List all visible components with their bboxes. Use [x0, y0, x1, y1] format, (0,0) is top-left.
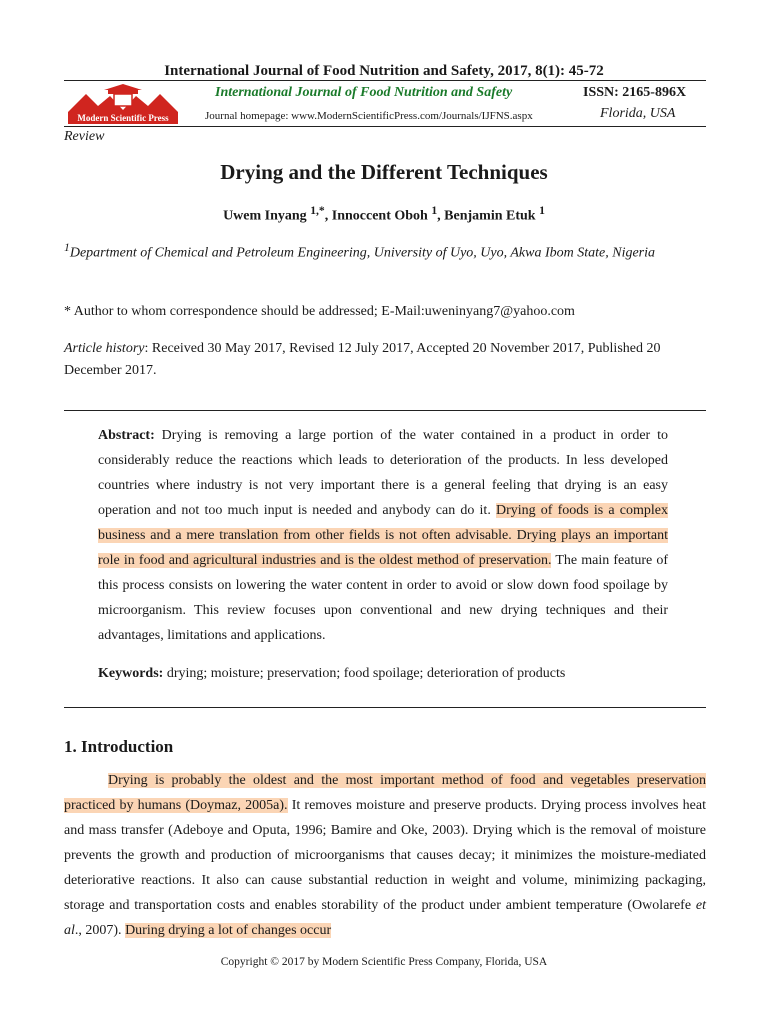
article-title: Drying and the Different Techniques: [220, 160, 548, 184]
journal-citation: International Journal of Food Nutrition and Safety, 2017, 8(1): 45-72: [164, 63, 604, 79]
header-rule-bottom: [64, 126, 706, 127]
introduction-paragraph: [64, 768, 706, 943]
copyright-footer: Copyright © 2017 by Modern Scientific Press Company, Florida, USA: [220, 956, 548, 968]
affiliation-text: Department of Chemical and Petroleum Engineering, University of Uyo, Uyo, Akwa Ibom State, Nigeria: [69, 245, 656, 261]
abstract-label: Abstract:: [98, 428, 155, 443]
abstract-text: Drying is removing a large portion of the water contained in a product in order to considerably reduce the reactions which leads to deterioration of the products. In less developed countries where industry is not very important there is a general feeling that drying is an easy operation and not too much input is needed and anybody can do it.: [98, 428, 668, 518]
article-history: [64, 338, 706, 382]
author-affiliation-marker: 1: [431, 204, 438, 217]
keywords-text: drying; moisture; preservation; food spoilage; deterioration of products: [163, 666, 566, 681]
publisher-location: Florida, USA: [600, 106, 676, 121]
keywords-label: Keywords:: [98, 666, 164, 681]
journal-title: International Journal of Food Nutrition and Safety: [215, 85, 513, 100]
abstract: [98, 423, 668, 648]
journal-homepage[interactable]: Journal homepage: www.ModernScientificPress.com/Journals/IJFNS.aspx: [205, 110, 533, 122]
intro-highlight: During drying a lot of changes occur: [125, 923, 332, 938]
abstract-rule-top: [64, 410, 706, 411]
keywords: [98, 666, 565, 682]
intro-text: ., 2007).: [74, 923, 126, 938]
header-rule-top: [64, 80, 706, 81]
intro-text: It removes moisture and preserve products. Drying process involves heat and mass transfer (Adeboye and Oputa, 1996; Bamire and Oke, 2003). Drying which is the removal of moisture prevents the growth and production of microorganisms that causes decay; it minimizes the moisture-mediated deteriorative reactions. It also can cause substantial reduction in weight and volume, minimizing packaging, storage and transportation costs and enables storability of the product under ambient temperature (Owolarefe: [64, 798, 706, 913]
author-name: Innoccent Oboh: [331, 208, 428, 224]
author-list: Uwem Inyang $^{1,*}$, Innoccent Oboh $^1$, Benjamin Etuk $^1$: [223, 204, 545, 224]
intro-highlight: Drying is probably the oldest and the most important method of food and vegetables preservation practiced by humans (Doymaz, 2005a).: [64, 773, 706, 813]
author-name: Benjamin Etuk: [444, 208, 536, 224]
abstract-text: The main feature of this process consists on lowering the water content in order to avoid or slow down food spoilage by microorganism. This review focuses upon conventional and new drying techniques and their advantages, limitations and applications.: [98, 553, 668, 643]
correspondence-note: * Author to whom correspondence should be addressed; E-Mail:uweninyang7@yahoo.com: [64, 304, 575, 319]
issn: ISSN: 2165-896X: [583, 85, 687, 100]
pagoda-icon: [68, 84, 178, 114]
abstract-highlight: Drying of foods is a complex business and a mere translation from other fields is not often advisable. Drying plays an important role in food and agricultural industries and is the oldest method of preservation.: [98, 503, 668, 568]
author-name: Uwem Inyang: [223, 208, 307, 224]
logo-caption: Modern Scientific Press: [68, 112, 178, 124]
affiliation: [64, 236, 706, 266]
publisher-logo: [68, 84, 178, 124]
section-heading: 1. Introduction: [64, 737, 174, 756]
article-type: Review: [64, 129, 105, 144]
history-text: : Received 30 May 2017, Revised 12 July 2017, Accepted 20 November 2017, Published 20 December 2017.: [64, 341, 661, 378]
author-affiliation-marker: 1,*: [310, 204, 325, 217]
history-label: Article history: [64, 341, 145, 356]
intro-et-al: et al: [64, 898, 706, 938]
affiliation-marker: 1: [64, 241, 70, 254]
abstract-rule-bottom: [64, 707, 706, 708]
author-affiliation-marker: 1: [539, 204, 545, 217]
